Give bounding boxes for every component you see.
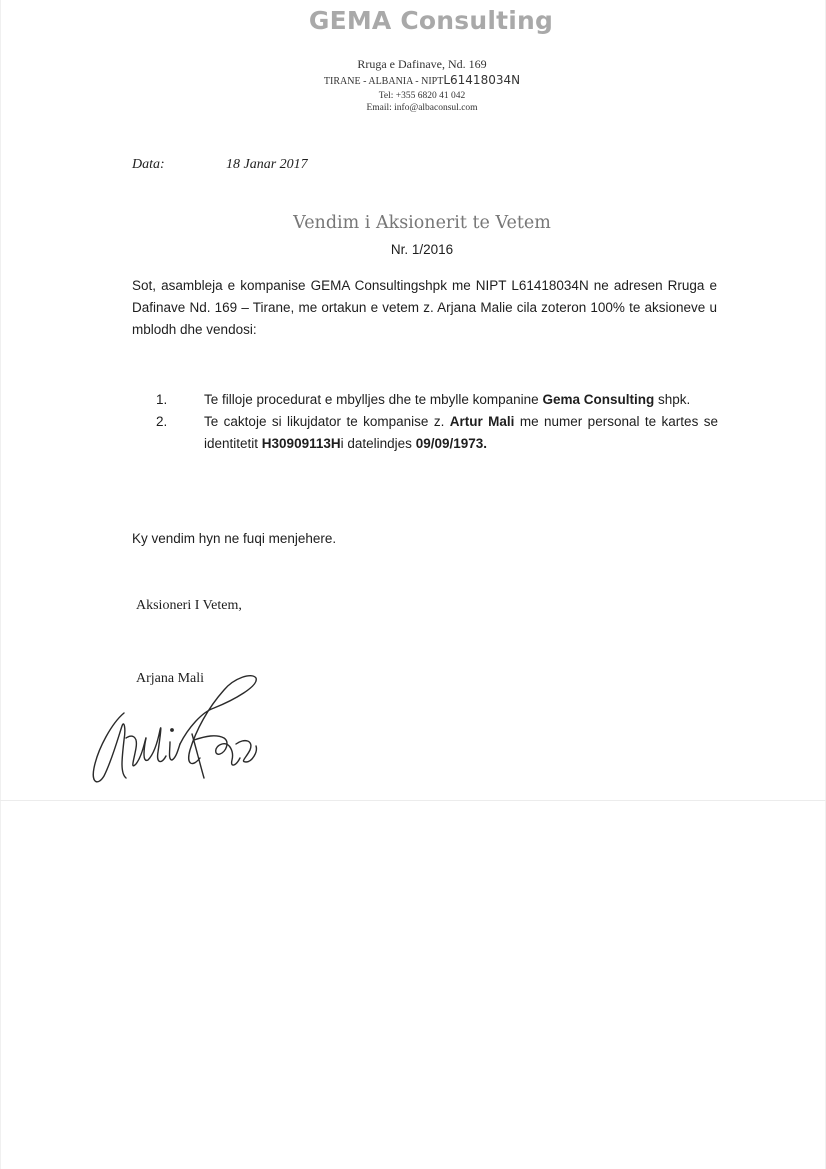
address-nipt-line [0,73,826,87]
date-value: 18 Janar 2017 [226,157,308,172]
decision-text: Te caktoje si likujdator te kompanise z. [204,414,450,429]
decision-item-2 [132,411,718,455]
date-label: Data: [132,157,165,172]
id-card-number: H30909113H [261,436,341,451]
liquidator-name: Artur Mali [449,414,515,429]
signer-name: Arjana Mali [136,671,205,686]
decision-text: shpk. [654,392,691,407]
shareholder-label: Aksioneri I Vetem, [136,598,242,613]
page-divider [0,800,826,801]
handwritten-signature [84,668,284,798]
address-tel: Tel: +355 6820 41 042 [378,91,466,101]
decision-list [132,389,718,455]
birth-date: 09/09/1973. [415,436,488,451]
decision-text: Te filloje procedurat e mbylljes dhe te mbylle kompanine [204,392,543,407]
document-title: Vendim i Aksionerit te Vetem [293,213,551,233]
nipt-code: L61418034N [443,73,521,87]
scan-edge-left [0,0,1,1169]
address-email: Email: info@albaconsul.com [366,103,478,113]
decision-number: 2. [156,414,168,429]
address-city-country: TIRANE - ALBANIA - NIPT [323,76,444,87]
decision-text: me numer personal te kartes se identitetit [204,414,718,451]
closing-statement: Ky vendim hyn ne fuqi menjehere. [132,531,337,546]
decision-item-1 [132,389,718,411]
company-name: GEMA Consulting [308,6,554,35]
decision-company-name: Gema Consulting [542,392,655,407]
intro-paragraph: Sot, asambleja e kompanise GEMA Consultingshpk me NIPT L61418034N ne adresen Rruga e Dafinave Nd. 169 – Tirane, me ortakun e vetem z. Arjana Malie cila zoteron 100% te aksioneve u mblodh dhe vendosi: [132,278,717,337]
decision-number: 1. [156,392,168,407]
document-number: Nr. 1/2016 [390,242,454,257]
address-street: Rruga e Dafinave, Nd. 169 [357,57,487,71]
decision-text: i datelindjes [340,436,416,451]
